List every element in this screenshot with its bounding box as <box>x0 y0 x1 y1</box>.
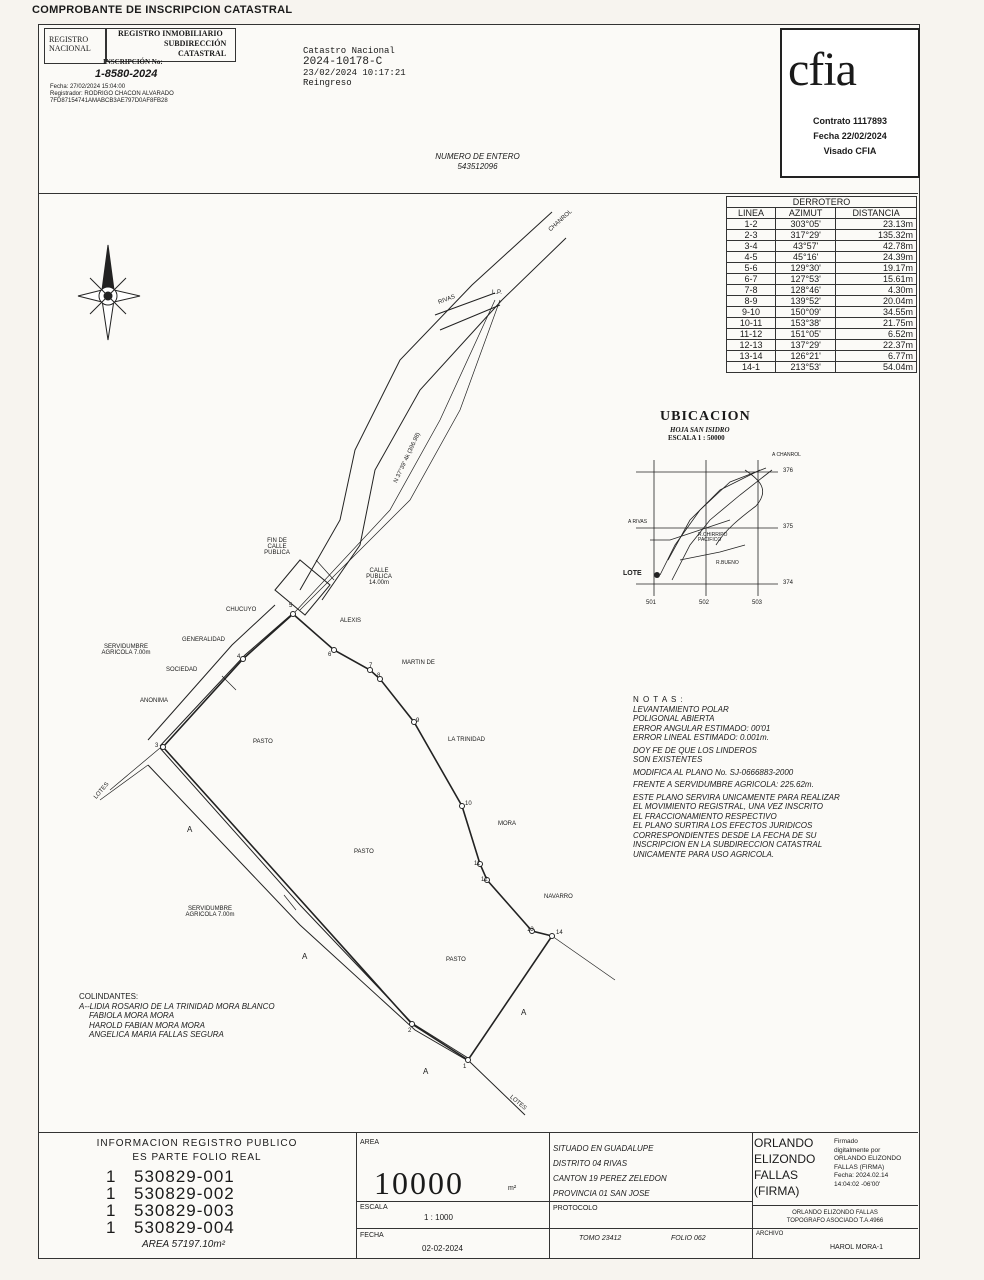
area-unit: m² <box>508 1185 517 1192</box>
label-a-4: A <box>423 1067 429 1076</box>
area-value: 10000 <box>374 1165 464 1201</box>
notas-title: N O T A S : <box>633 695 684 704</box>
nota-line: MODIFICA AL PLANO No. SJ-0666883-2000 <box>633 767 794 777</box>
folio-list <box>106 1168 235 1236</box>
nota-line: FRENTE A SERVIDUMBRE AGRICOLA: 225.62m. <box>633 780 814 789</box>
stamp-office-3: CATASTRAL <box>178 49 227 58</box>
document-title: COMPROBANTE DE INSCRIPCION CATASTRAL <box>32 4 293 16</box>
cfia-date: Fecha 22/02/2024 <box>813 131 887 141</box>
colindante-line: HAROLD FABIAN MORA MORA <box>89 1020 206 1030</box>
surveyor-name: ORLANDO ELIZONDO FALLAS <box>792 1210 878 1216</box>
ubicacion-scale: ESCALA 1 : 50000 <box>668 434 725 442</box>
derrotero-distancia: 24.39m <box>836 252 917 263</box>
right-boundary-extension <box>552 936 615 980</box>
logo-text: REGISTRO NACIONAL <box>49 35 91 53</box>
derrotero-distancia: 6.77m <box>836 351 917 362</box>
derrotero-title: DERROTERO <box>727 197 917 208</box>
derrotero-azimut: 317°29' <box>776 230 836 241</box>
ubicacion-label-rivas: A RIVAS <box>628 519 648 525</box>
label-anonima: ANONIMA <box>140 698 169 704</box>
folio-province: 1 <box>106 1218 117 1237</box>
signature-note <box>834 1138 901 1190</box>
derrotero-distancia: 4.30m <box>836 285 917 296</box>
nota-line: ESTE PLANO SERVIRA UNICAMENTE PARA REALIZAR <box>633 792 840 802</box>
ubicacion-label-chirripo: R.CHIRRIPO PACIFICO <box>698 532 728 543</box>
canton: CANTON 19 PEREZ ZELEDON <box>553 1174 667 1183</box>
vertex-8: 8 <box>377 673 381 679</box>
label-chanrol: CHANROL <box>547 208 574 234</box>
label-sociedad: SOCIEDAD <box>166 667 198 673</box>
escala-value: 1 : 1000 <box>424 1213 453 1222</box>
derrotero-azimut: 126°21' <box>776 351 836 362</box>
protocolo-tomo-divider <box>549 1228 752 1229</box>
nota-line: EL FRACCIONAMIENTO RESPECTIVO <box>633 811 777 821</box>
ubicacion-tick-503: 503 <box>752 600 763 606</box>
vertex-14: 14 <box>556 930 563 936</box>
servidumbre-dim-1 <box>222 676 236 690</box>
label-rivas: RIVAS <box>437 294 457 306</box>
footer-box <box>38 1132 918 1258</box>
ubicacion-sheet: HOJA SAN ISIDRO <box>670 426 730 434</box>
folio-number: 530829-003 <box>134 1201 235 1220</box>
derrotero-azimut: 303°05' <box>776 219 836 230</box>
derrotero-linea: 10-11 <box>727 318 776 329</box>
north-arrow-icon <box>78 245 140 340</box>
signature-note-line: digitalmente por <box>834 1146 881 1154</box>
cfia-visado: Visado CFIA <box>823 146 877 156</box>
nota-line: ERROR LINEAL ESTIMADO: 0.001m. <box>633 733 769 742</box>
derrotero-linea: 14-1 <box>727 362 776 373</box>
vertex-9: 9 <box>416 718 420 724</box>
area-label: AREA <box>360 1139 380 1146</box>
folio-row <box>106 1168 235 1185</box>
provincia: PROVINCIA 01 SAN JOSE <box>553 1189 650 1198</box>
derrotero-distancia: 15.61m <box>836 274 917 285</box>
signature-name-line: ELIZONDO <box>754 1152 816 1166</box>
signature-note-line: Fecha: 2024.02.14 <box>834 1172 889 1180</box>
ubicacion-tick-501: 501 <box>646 600 657 606</box>
escala-label: ESCALA <box>360 1204 388 1211</box>
derrotero-distancia: 42.78m <box>836 241 917 252</box>
label-chucuyo: CHUCUYO <box>226 607 257 613</box>
folio-province: 1 <box>106 1201 117 1220</box>
label-navarro: NAVARRO <box>544 894 573 900</box>
stamp-registrar: Registrador: RODRIGO CHACON ALVARADO <box>50 91 174 97</box>
vertex-6: 6 <box>328 652 332 658</box>
label-trinidad: LA TRINIDAD <box>448 737 485 743</box>
derrotero-linea: 2-3 <box>727 230 776 241</box>
derrotero-distancia: 19.17m <box>836 263 917 274</box>
label-martin: MARTIN DE <box>402 660 435 666</box>
lote-marker <box>654 572 660 578</box>
derrotero-header-distancia: DISTANCIA <box>836 208 917 219</box>
entero-label: NUMERO DE ENTERO <box>435 152 520 161</box>
vertex-11: 11 <box>474 861 481 867</box>
distrito: DISTRITO 04 RIVAS <box>553 1159 628 1168</box>
derrotero-linea: 8-9 <box>727 296 776 307</box>
vertex-13: 13 <box>527 927 534 933</box>
cfia-contract: Contrato 1117893 <box>812 116 888 126</box>
calle-dim <box>316 560 334 580</box>
signature-note-line: 14:04:02 -06'00' <box>834 1180 881 1188</box>
label-alexis: ALEXIS <box>340 618 362 624</box>
catastro-line3: 23/02/2024 10:17:21 <box>303 68 406 78</box>
nota-line: CORRESPONDIENTES DESDE LA FECHA DE SU <box>633 830 817 840</box>
vertex-1: 1 <box>463 1064 467 1070</box>
archivo-label: ARCHIVO <box>756 1231 784 1237</box>
folio-row <box>106 1185 235 1202</box>
nota-line: INSCRIPCION EN LA SUBDIRECCION CATASTRAL <box>633 840 823 849</box>
derrotero-azimut: 137°29' <box>776 340 836 351</box>
label-calle-publica: CALLE PUBLICA 14.00m <box>366 568 392 586</box>
signature-note-line: FALLAS (FIRMA) <box>834 1163 885 1171</box>
derrotero-linea: 5-6 <box>727 263 776 274</box>
derrotero-azimut: 150°09' <box>776 307 836 318</box>
derrotero-azimut: 153°38' <box>776 318 836 329</box>
location-block <box>553 1141 667 1201</box>
folio-row <box>106 1202 235 1219</box>
signature-divider <box>752 1205 918 1206</box>
colindante-line: A--LIDIA ROSARIO DE LA TRINIDAD MORA BLANCO <box>79 1001 275 1011</box>
label-a-3: A <box>521 1008 527 1017</box>
vertex-7: 7 <box>369 663 373 669</box>
stamp-hash: 7FD87154741AMABCB3AE797D0AF8FB28 <box>50 98 168 104</box>
label-a-1: A <box>187 825 193 834</box>
derrotero-distancia: 23.13m <box>836 219 917 230</box>
signature-name-line: FALLAS <box>754 1168 799 1182</box>
folio: FOLIO 062 <box>671 1235 706 1242</box>
escala-fecha-divider <box>356 1228 549 1229</box>
lotes-extension-left <box>100 748 160 800</box>
label-fin-calle: FIN DE CALLE PUBLICA <box>264 538 290 556</box>
vertex-3: 3 <box>155 743 159 749</box>
fin-calle-box <box>275 560 330 615</box>
derrotero-linea: 13-14 <box>727 351 776 362</box>
derrotero-linea: 3-4 <box>727 241 776 252</box>
vertex-4: 4 <box>237 654 241 660</box>
archivo-value: HAROL MORA-1 <box>830 1244 884 1251</box>
derrotero-azimut: 127°53' <box>776 274 836 285</box>
label-a-2: A <box>302 952 308 961</box>
derrotero-linea: 7-8 <box>727 285 776 296</box>
colindante-line: FABIOLA MORA MORA <box>89 1011 175 1020</box>
label-pasto-2: PASTO <box>354 849 374 855</box>
derrotero-linea: 6-7 <box>727 274 776 285</box>
vertex-10: 10 <box>465 801 472 807</box>
folio-province: 1 <box>106 1184 117 1203</box>
derrotero-linea: 4-5 <box>727 252 776 263</box>
catastro-line2: 2024-10178-C <box>303 56 383 68</box>
derrotero-distancia: 34.55m <box>836 307 917 318</box>
area-escala-divider <box>356 1201 549 1202</box>
derrotero-azimut: 139°52' <box>776 296 836 307</box>
situado: SITUADO EN GUADALUPE <box>553 1144 654 1153</box>
colindantes-block <box>79 992 339 1040</box>
derrotero-distancia: 22.37m <box>836 340 917 351</box>
nota-line: LEVANTAMIENTO POLAR <box>633 704 729 714</box>
protocolo-label: PROTOCOLO <box>553 1205 598 1212</box>
info-title-1: INFORMACION REGISTRO PUBLICO <box>96 1138 298 1149</box>
derrotero-linea: 11-12 <box>727 329 776 340</box>
derrotero-azimut: 128°46' <box>776 285 836 296</box>
folio-province: 1 <box>106 1167 117 1186</box>
ubicacion-label-chanrol: A CHANROL <box>772 452 801 458</box>
nota-line: POLIGONAL ABIERTA <box>633 714 715 723</box>
derrotero-header-linea: LINEA <box>727 208 776 219</box>
servidumbre-dim-2 <box>284 895 296 910</box>
derrotero-azimut: 43°57' <box>776 241 836 252</box>
surveyor-archivo-divider <box>752 1228 918 1229</box>
stamp-office-2: SUBDIRECCIÓN <box>164 39 227 48</box>
derrotero-linea: 12-13 <box>727 340 776 351</box>
road-centerline-2 <box>300 300 500 610</box>
label-lotes-2: LOTES <box>508 1094 528 1112</box>
nota-line: ERROR ANGULAR ESTIMADO: 00'01 <box>633 723 771 733</box>
derrotero-distancia: 135.32m <box>836 230 917 241</box>
derrotero-linea: 9-10 <box>727 307 776 318</box>
derrotero-distancia: 54.04m <box>836 362 917 373</box>
derrotero-azimut: 151°05' <box>776 329 836 340</box>
road-centerline <box>295 300 495 612</box>
ubicacion-tick-502: 502 <box>699 600 710 606</box>
ubicacion-tick-374: 374 <box>783 580 794 586</box>
location-protocolo-divider <box>549 1201 752 1202</box>
road-edge-2 <box>322 238 566 600</box>
nota-line: EL MOVIMIENTO REGISTRAL, UNA VEZ INSCRITO <box>633 802 823 811</box>
tomo: TOMO 23412 <box>579 1235 622 1242</box>
surveyor-title: TOPOGRAFO ASOCIADO T.A.4966 <box>786 1218 884 1224</box>
colindante-line: ANGELICA MARIA FALLAS SEGURA <box>89 1030 224 1039</box>
ubicacion-lote: LOTE <box>623 570 642 577</box>
derrotero-azimut: 129°30' <box>776 263 836 274</box>
vertex-2: 2 <box>408 1028 412 1034</box>
derrotero-linea: 1-2 <box>727 219 776 230</box>
derrotero-azimut: 213°53' <box>776 362 836 373</box>
signature-name-line: (FIRMA) <box>754 1184 800 1198</box>
derrotero-azimut: 45°16' <box>776 252 836 263</box>
label-bearing: N 37°39' 4k (396.98) <box>393 431 422 485</box>
ubicacion-title: UBICACION <box>660 409 751 424</box>
cfia-logo: cfia <box>788 43 856 96</box>
vertex-12: 12 <box>481 877 488 883</box>
label-servidumbre-1: SERVIDUMBRE AGRICOLA 7.00m <box>101 644 151 656</box>
entero-value: 543512096 <box>457 162 498 171</box>
signature-name-line: ORLANDO <box>754 1136 814 1150</box>
derrotero-distancia: 6.52m <box>836 329 917 340</box>
vertex-5: 5 <box>289 603 293 609</box>
label-lp: L.P. <box>492 290 502 296</box>
catastro-line1: Catastro Nacional <box>303 46 395 56</box>
derrotero-distancia: 21.75m <box>836 318 917 329</box>
fecha-label: FECHA <box>360 1232 384 1239</box>
ubicacion-tick-375: 375 <box>783 524 794 530</box>
derrotero-distancia: 20.04m <box>836 296 917 307</box>
road-edge-1 <box>300 212 552 590</box>
ubicacion-label-bueno: R.BUENO <box>716 560 739 566</box>
notas-block <box>633 695 873 859</box>
label-lotes-1: LOTES <box>93 781 111 801</box>
stamp-inscription-label: INSCRIPCIÓN No: <box>103 58 163 66</box>
label-pasto-1: PASTO <box>253 739 273 745</box>
signature-name <box>754 1135 815 1199</box>
label-mora: MORA <box>498 821 516 827</box>
signature-note-line: Firmado <box>834 1138 858 1145</box>
nota-line: SON EXISTENTES <box>633 755 703 764</box>
stamp-office-1: REGISTRO INMOBILIARIO <box>118 29 223 38</box>
label-servidumbre-2: SERVIDUMBRE AGRICOLA 7.00m <box>185 906 235 918</box>
ubicacion-tick-376: 376 <box>783 468 794 474</box>
label-pasto-3: PASTO <box>446 957 466 963</box>
derrotero-header-azimut: AZIMUT <box>776 208 836 219</box>
stamp-inscription-number: 1-8580-2024 <box>95 68 158 80</box>
folio-row <box>106 1219 235 1236</box>
nota-line: DOY FE DE QUE LOS LINDEROS <box>633 745 757 755</box>
nota-line: UNICAMENTE PARA USO AGRICOLA. <box>633 849 775 859</box>
folio-number: 530829-004 <box>134 1218 235 1237</box>
catastro-line4: Reingreso <box>303 78 352 88</box>
area-total: AREA 57197.10m² <box>142 1239 226 1250</box>
folio-number: 530829-002 <box>134 1184 235 1203</box>
nota-line: EL PLANO SURTIRA LOS EFECTOS JURIDICOS <box>633 821 813 830</box>
info-title-2: ES PARTE FOLIO REAL <box>132 1152 262 1163</box>
folio-number: 530829-001 <box>134 1167 235 1186</box>
colindantes-title: COLINDANTES: <box>79 992 139 1001</box>
label-generalidad: GENERALIDAD <box>182 637 226 643</box>
stamp-date: Fecha: 27/02/2024 15:04:00 <box>50 84 126 90</box>
fecha-value: 02-02-2024 <box>422 1244 463 1253</box>
signature-note-line: ORLANDO ELIZONDO <box>834 1155 902 1163</box>
